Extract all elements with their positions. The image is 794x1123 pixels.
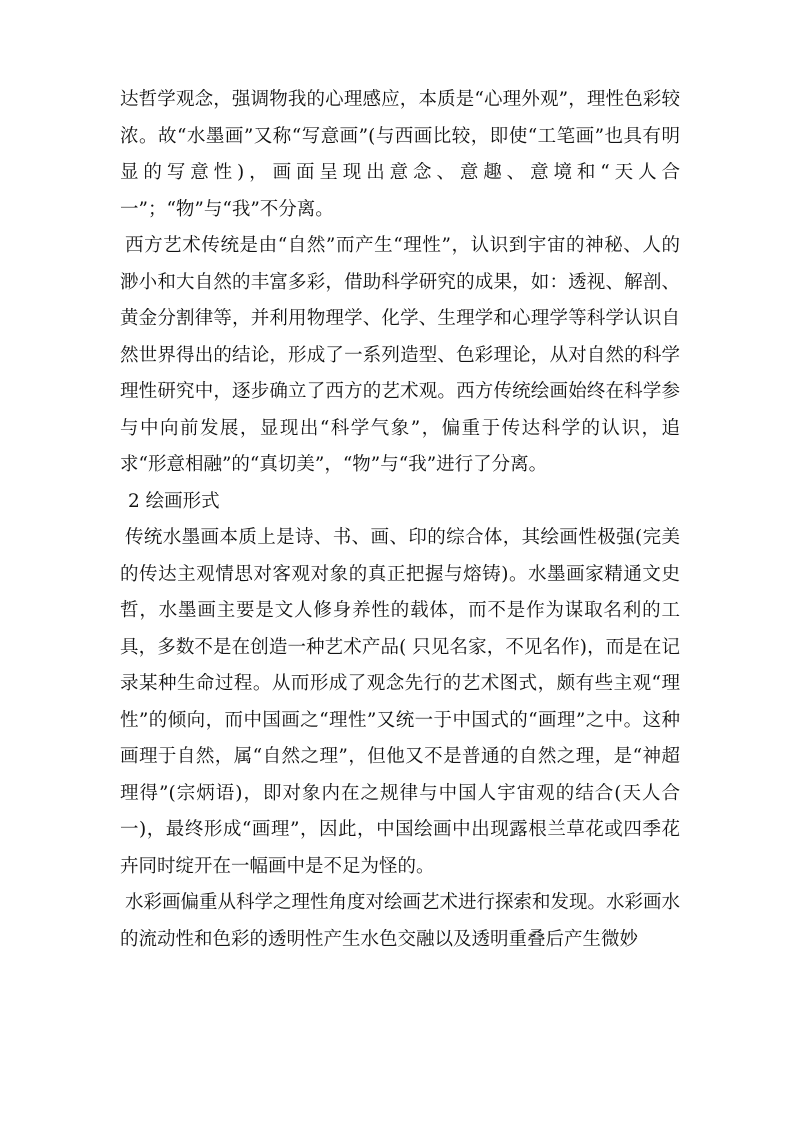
section-heading-painting-form: 2 绘画形式 bbox=[128, 490, 220, 512]
document-body bbox=[120, 82, 680, 958]
paragraph-western-art-tradition: 西方艺术传统是由“自然”而产生“理性”，认识到宇宙的神秘、人的渺小和大自然的丰富多彩，借助科学研究的成果，如：透视、解剖、黄金分割律等，并利用物理学、化学、生理学和心理学等科学认识自然世界得出的结论，形成了一系列造型、色彩理论，从对自然的科学理性研究中，逐步确立了西方的艺术观。西方传统绘画始终在科学参与中向前发展，显现出“科学气象”，偏重于传达科学的认识，追求“形意相融”的“真切美”，“物”与“我”进行了分离。 bbox=[120, 235, 680, 475]
paragraph-philosophy-continuation: 达哲学观念，强调物我的心理感应，本质是“心理外观”，理性色彩较浓。故“水墨画”又称“写意画”(与西画比较，即使“工笔画”也具有明显的写意性)，画面呈现出意念、意趣、意境和“天人合一”；“物”与“我”不分离。 bbox=[120, 89, 680, 220]
paragraph-watercolor: 水彩画偏重从科学之理性角度对绘画艺术进行探索和发现。水彩画水的流动性和色彩的透明性产生水色交融以及透明重叠后产生微妙 bbox=[120, 892, 681, 950]
paragraph-ink-painting: 传统水墨画本质上是诗、书、画、印的综合体，其绘画性极强(完美的传达主观情思对客观对象的真正把握与熔铸)。水墨画家精通文史哲，水墨画主要是文人修身养性的载体，而不是作为谋取名利的工具，多数不是在创造一种艺术产品( 只见名家，不见名作)，而是在记录某种生命过程。从而形成了观念先行的艺术图式，颇有些主观“理性”的倾向，而中国画之“理性”又统一于中国式的“画理”之中。这种画理于自然，属“自然之理”，但他又不是普通的自然之理，是“神超理得”(宗炳语)，即对象内在之规律与中国人宇宙观的结合(天人合一)，最终形成“画理”，因此，中国绘画中出现露根兰草花或四季花卉同时绽开在一幅画中是不足为怪的。 bbox=[120, 527, 680, 877]
